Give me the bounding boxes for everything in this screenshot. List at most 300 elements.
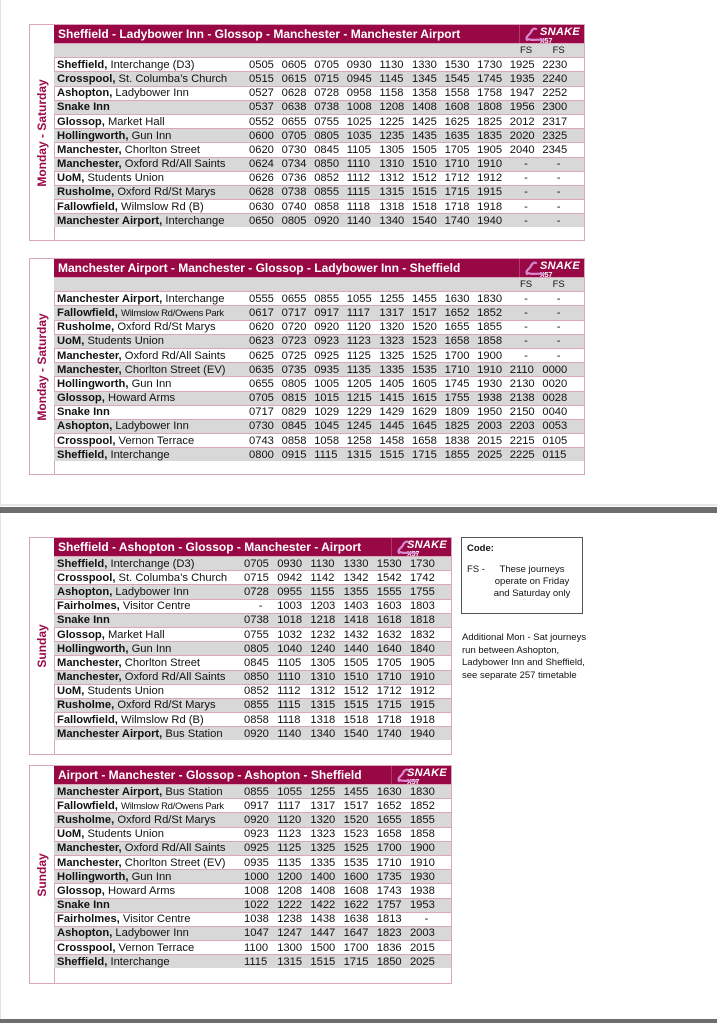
departure-time: 1510 [411, 158, 437, 171]
departure-time: 0925 [244, 842, 269, 855]
departure-time: 0515 [249, 72, 274, 85]
departure-time: 1312 [379, 172, 405, 185]
departure-time: 1123 [346, 335, 371, 348]
snake-x57-logo [519, 259, 584, 277]
departure-time: 0743 [249, 434, 274, 447]
departure-time: 1517 [411, 306, 437, 319]
departure-time: 1305 [379, 143, 405, 156]
day-label-text: Sunday [35, 624, 49, 668]
departure-time: 1515 [343, 699, 369, 712]
stop-name [54, 172, 249, 184]
departure-time: 1755 [409, 585, 435, 598]
departure-time: 1710 [444, 363, 470, 376]
departure-time: 1120 [346, 321, 371, 334]
departure-time: 0738 [314, 101, 340, 114]
departure-time: 1117 [346, 306, 371, 319]
table-row [54, 447, 584, 461]
departure-time: 2252 [542, 87, 568, 100]
table-row [54, 100, 584, 114]
departure-time: 1300 [277, 941, 303, 954]
stop-detail: Gun Inn [131, 642, 172, 655]
departure-time: 1745 [477, 72, 503, 85]
departure-time: 0930 [346, 58, 372, 71]
stop-name [54, 364, 249, 376]
departure-time: 1635 [444, 129, 470, 142]
stop-detail: Chorlton Street [124, 656, 201, 669]
day-side-label [30, 538, 55, 754]
departure-time: 2110 [509, 363, 534, 376]
departure-time: 1950 [477, 406, 503, 419]
stop-name [54, 435, 249, 447]
stop-town: Sheffield, [57, 955, 108, 968]
stop-detail: Interchange [165, 292, 225, 305]
departure-time: 0628 [281, 87, 307, 100]
snake-icon [396, 768, 418, 782]
departure-time: 1523 [343, 828, 369, 841]
stop-name [54, 307, 249, 319]
departure-time: 1517 [343, 799, 369, 812]
stop-detail: Bus Station [165, 727, 223, 740]
stop-name [54, 786, 244, 798]
logo-snake-text: SNAKE [539, 259, 580, 272]
departure-time: 1512 [343, 685, 369, 698]
departure-time: 1140 [346, 214, 371, 227]
stop-detail: Gun Inn [131, 377, 172, 390]
departure-time: 1715 [444, 186, 470, 199]
departure-time: 0915 [281, 448, 307, 461]
departure-time: 1953 [409, 899, 435, 912]
departure-time: 2012 [509, 115, 535, 128]
departure-time: 1255 [379, 292, 405, 305]
departure-time: 1743 [376, 884, 402, 897]
stop-town: UoM, [57, 828, 85, 841]
departure-time: 0552 [249, 115, 274, 128]
stop-detail: Interchange (D3) [110, 557, 195, 570]
departure-time: 0855 [244, 699, 269, 712]
stop-name [54, 378, 249, 390]
stop-town: Manchester Airport, [57, 292, 163, 305]
departure-time: 1025 [346, 115, 372, 128]
snake-x57-logo [391, 538, 451, 556]
departure-time: 1115 [314, 448, 338, 461]
route-title: Manchester Airport - Manchester - Glossop - Ladybower Inn - Sheffield [58, 261, 461, 275]
departure-time: 1318 [310, 713, 336, 726]
journey-code-cell: FS [552, 45, 565, 57]
stop-town: Manchester, [57, 143, 122, 156]
timetable-grid [54, 25, 584, 227]
departure-time: 2138 [509, 392, 535, 405]
timetable-sunday-inbound [29, 765, 452, 984]
departure-time: 1905 [477, 143, 503, 156]
departure-time: 1235 [379, 129, 405, 142]
departure-time: 1505 [343, 656, 369, 669]
stop-detail: Chorlton Street [124, 143, 201, 156]
route-header [54, 25, 584, 43]
departure-time: 0028 [542, 392, 568, 405]
stop-detail: Oxford Rd/All Saints [124, 842, 226, 855]
stop-name [54, 321, 249, 333]
departure-time: 1700 [343, 941, 369, 954]
departure-time: 2025 [477, 448, 503, 461]
departure-time: 0958 [346, 87, 372, 100]
stop-town: Sheffield, [57, 448, 108, 461]
departure-time: 0505 [249, 58, 274, 71]
departure-time: 0738 [244, 614, 269, 627]
departure-time: 0605 [281, 58, 307, 71]
departure-time: 0728 [244, 585, 269, 598]
departure-time: 1925 [509, 58, 535, 71]
departure-time: 0858 [281, 434, 307, 447]
departure-time: 1118 [277, 713, 301, 726]
departure-time: 0000 [542, 363, 568, 376]
stop-name [54, 158, 249, 170]
departure-time: 1518 [343, 713, 369, 726]
stop-name [54, 643, 244, 655]
departure-time: 1158 [379, 87, 404, 100]
stop-name [54, 871, 244, 883]
departure-time: 1342 [343, 571, 369, 584]
departure-time: 1215 [346, 392, 372, 405]
departure-time: 1525 [411, 349, 437, 362]
departure-time: 1340 [379, 214, 405, 227]
table-row [54, 142, 584, 156]
departure-time: 2040 [509, 143, 535, 156]
table-row [54, 376, 584, 390]
stop-name [54, 671, 244, 683]
stop-town: Fairholmes, [57, 913, 120, 926]
departure-time: 1900 [477, 349, 503, 362]
departure-time: 1855 [477, 321, 503, 334]
departure-time: - [556, 200, 561, 213]
timetable-grid [54, 538, 451, 740]
departure-time: 1900 [409, 842, 435, 855]
departure-time: 1558 [444, 87, 470, 100]
departure-time: 2345 [542, 143, 568, 156]
stop-town: Manchester, [57, 656, 122, 669]
stop-detail: Bus Station [165, 785, 223, 798]
departure-time: 1225 [379, 115, 405, 128]
departure-time: 1110 [346, 158, 371, 171]
day-label-text: Sunday [35, 852, 49, 897]
stop-name [54, 335, 249, 347]
departure-time: 1700 [376, 842, 402, 855]
stop-detail: Oxford Rd/All Saints [124, 671, 226, 684]
departure-time: 1047 [244, 927, 269, 940]
stop-detail: Interchange (D3) [110, 58, 195, 71]
departure-time: 1105 [346, 143, 371, 156]
departure-time: 1200 [277, 870, 303, 883]
departure-time: 0115 [542, 448, 567, 461]
table-row [54, 114, 584, 128]
stop-name [54, 215, 249, 227]
departure-time: 1218 [310, 614, 336, 627]
stop-town: Rusholme, [57, 186, 115, 199]
departure-time: 1022 [244, 899, 269, 912]
departure-time: 1510 [343, 671, 369, 684]
departure-time: 1658 [376, 828, 402, 841]
departure-time: 0617 [249, 306, 274, 319]
stop-detail: Wilmslow Rd (B) [121, 200, 204, 213]
route-title: Sheffield - Ladybower Inn - Glossop - Manchester - Manchester Airport [58, 27, 461, 41]
departure-time: 1310 [310, 671, 336, 684]
departure-time: 0845 [244, 656, 269, 669]
departure-time: 0620 [249, 321, 274, 334]
departure-time: 1956 [509, 101, 535, 114]
stop-name [54, 814, 244, 826]
departure-time: 1440 [343, 642, 369, 655]
departure-time: 0723 [281, 335, 307, 348]
departure-time: 1830 [409, 785, 435, 798]
stop-detail: Oxford Rd/All Saints [124, 349, 226, 362]
table-row [54, 391, 584, 405]
departure-time: 1715 [376, 699, 402, 712]
departure-time: 0705 [281, 129, 307, 142]
stop-town: Glossop, [57, 884, 105, 897]
stop-town: UoM, [57, 172, 85, 185]
departure-time: 1317 [379, 306, 405, 319]
departure-time: 1712 [376, 685, 402, 698]
departure-time: 1008 [244, 884, 269, 897]
departure-time: 1938 [477, 392, 503, 405]
departure-time: - [524, 292, 528, 305]
departure-time: 1240 [310, 642, 336, 655]
table-row [54, 348, 584, 362]
table-row [54, 883, 451, 897]
logo-route-number: X57 [539, 271, 553, 279]
logo-snake-text: SNAKE [406, 766, 447, 779]
journey-code-cell: FS [519, 279, 533, 291]
table-row [54, 213, 584, 227]
departure-time: 1115 [346, 186, 371, 199]
table-row [54, 698, 451, 712]
departure-time: 0845 [314, 143, 340, 156]
stop-detail: Wilmslow Rd (B) [121, 713, 204, 726]
departure-time: 1910 [477, 158, 503, 171]
stop-town: Fallowfield, [57, 306, 118, 319]
departure-time: 1910 [409, 856, 435, 869]
departure-time: 0923 [314, 335, 340, 348]
departure-time: 1823 [376, 927, 402, 940]
stop-town: Ashopton, [57, 420, 113, 433]
stop-name [54, 144, 249, 156]
table-row [54, 726, 451, 740]
stop-town: UoM, [57, 685, 85, 698]
route-header [54, 766, 451, 784]
departure-time: 1825 [477, 115, 503, 128]
stop-name [54, 714, 244, 726]
departure-time: 2203 [509, 420, 535, 433]
departure-time: - [556, 321, 561, 334]
departure-time: 1655 [376, 813, 402, 826]
departure-time: 1325 [310, 842, 336, 855]
departure-time: 1125 [277, 842, 302, 855]
departure-time: 1530 [444, 58, 470, 71]
departure-time: 0920 [244, 813, 269, 826]
timetable-mon-sat-outbound [29, 24, 585, 241]
stop-town: Rusholme, [57, 813, 115, 826]
stop-name [54, 842, 244, 854]
stop-town: Manchester, [57, 349, 122, 362]
departure-time: 1018 [277, 614, 303, 627]
departure-time: 1435 [411, 129, 437, 142]
departure-time: 1912 [409, 685, 435, 698]
departure-time: 1400 [310, 870, 336, 883]
departure-time: - [556, 214, 561, 227]
stop-town: Rusholme, [57, 321, 115, 334]
departure-time: 1112 [277, 685, 301, 698]
journey-code-row [54, 43, 584, 57]
departure-time: 1208 [277, 884, 303, 897]
departure-time: 1910 [477, 363, 503, 376]
departure-time: 1523 [411, 335, 437, 348]
departure-time: 1525 [343, 842, 369, 855]
day-label-text: Monday - Saturday [35, 78, 49, 187]
departure-time: 2215 [509, 434, 535, 447]
departure-time: 0855 [314, 186, 340, 199]
stop-name [54, 87, 249, 99]
departure-time: 1112 [346, 172, 371, 185]
stop-detail: Interchange [110, 448, 170, 461]
departure-time: 2325 [542, 129, 568, 142]
stop-name [54, 73, 249, 85]
stop-town: Fairholmes, [57, 600, 120, 613]
departure-time: 1325 [379, 349, 405, 362]
stop-detail: Market Hall [107, 628, 165, 641]
departure-time: 2003 [477, 420, 503, 433]
stop-town: Manchester, [57, 363, 122, 376]
departure-time: 0945 [346, 72, 372, 85]
stop-detail: Students Union [87, 828, 164, 841]
departure-time: 1358 [411, 87, 437, 100]
departure-time: 1455 [411, 292, 437, 305]
table-row [54, 291, 584, 305]
departure-time: 1745 [444, 377, 470, 390]
departure-time: 2240 [542, 72, 568, 85]
departure-time: 0740 [281, 200, 307, 213]
departure-time: 1840 [409, 642, 435, 655]
departure-time: 1205 [346, 377, 372, 390]
day-label-text: Monday - Saturday [35, 312, 49, 421]
departure-time: - [258, 600, 263, 613]
stop-town: Manchester Airport, [57, 785, 163, 798]
departure-time: 0852 [244, 685, 269, 698]
stop-town: Hollingworth, [57, 129, 129, 142]
departure-time: 0053 [542, 420, 568, 433]
departure-time: 1825 [444, 420, 470, 433]
departure-time: 1318 [379, 200, 405, 213]
departure-time: 0020 [542, 377, 568, 390]
departure-time: 1935 [509, 72, 535, 85]
departure-time: 0628 [249, 186, 274, 199]
stop-town: Glossop, [57, 115, 105, 128]
departure-time: 0705 [314, 58, 340, 71]
table-row [54, 86, 584, 100]
departure-time: 0736 [281, 172, 307, 185]
departure-time: 1029 [314, 406, 340, 419]
departure-time: 0738 [281, 186, 307, 199]
departure-time: - [556, 335, 561, 348]
departure-time: 1918 [409, 713, 435, 726]
departure-time: 1757 [376, 899, 402, 912]
departure-time: 1705 [376, 656, 402, 669]
code-legend-title: Code: [467, 543, 494, 554]
table-row [54, 171, 584, 185]
departure-time: 0725 [281, 349, 307, 362]
departure-time: 1247 [277, 927, 303, 940]
departure-time: - [524, 186, 528, 199]
departure-time: 1118 [346, 200, 371, 213]
stop-detail: Oxford Rd/St Marys [117, 699, 216, 712]
stop-detail: Market Hall [107, 115, 165, 128]
stop-town: Snake Inn [57, 614, 110, 627]
departure-time: 0730 [281, 143, 307, 156]
stop-name [54, 116, 249, 128]
table-row [54, 954, 451, 968]
day-side-label [30, 259, 55, 474]
departure-time: 1429 [379, 406, 405, 419]
departure-time: 0805 [281, 214, 307, 227]
departure-time: - [524, 200, 528, 213]
departure-time: 0715 [314, 72, 340, 85]
table-row [54, 433, 584, 447]
table-row [54, 627, 451, 641]
departure-time: 1312 [310, 685, 336, 698]
departure-time: 1629 [411, 406, 437, 419]
departure-time: 0805 [314, 129, 340, 142]
departure-time: 0925 [314, 349, 340, 362]
departure-time: 1310 [379, 158, 405, 171]
table-row [54, 940, 451, 954]
departure-time: 1515 [411, 186, 437, 199]
stop-name [54, 130, 249, 142]
departure-time: 1403 [343, 600, 369, 613]
departure-time: 1710 [444, 158, 470, 171]
departure-time: 0728 [314, 87, 340, 100]
departure-time: 1432 [343, 628, 369, 641]
departure-time: 1232 [310, 628, 336, 641]
departure-time: 1045 [314, 420, 340, 433]
stop-name [54, 586, 244, 598]
departure-time: 1918 [477, 200, 503, 213]
departure-time: 0935 [244, 856, 269, 869]
stop-name [54, 59, 249, 71]
departure-time: 1555 [376, 585, 402, 598]
departure-time: 1535 [411, 363, 437, 376]
logo-route-number: X57 [539, 37, 553, 45]
departure-time: 1700 [444, 349, 470, 362]
code-legend-description: These journeys operate on Friday and Saturday only [493, 564, 571, 599]
stop-town: Fallowfield, [57, 799, 118, 812]
table-row [54, 613, 451, 627]
stop-town: Manchester, [57, 856, 122, 869]
departure-time: 0917 [244, 799, 269, 812]
departure-time: 1229 [346, 406, 372, 419]
departure-time: 1058 [314, 434, 340, 447]
stop-name [54, 657, 244, 669]
departure-time: 1600 [343, 870, 369, 883]
departure-time: 1852 [409, 799, 435, 812]
departure-time: 1740 [376, 727, 402, 740]
departure-time: 1445 [379, 420, 405, 433]
stop-town: Crosspool, [57, 941, 116, 954]
departure-time: 1835 [477, 129, 503, 142]
stop-name [54, 449, 249, 461]
stop-town: UoM, [57, 335, 85, 348]
timetable-sunday-outbound [29, 537, 452, 755]
stop-town: Snake Inn [57, 406, 110, 419]
departure-time: 1605 [411, 377, 437, 390]
departure-time: 1203 [310, 600, 336, 613]
